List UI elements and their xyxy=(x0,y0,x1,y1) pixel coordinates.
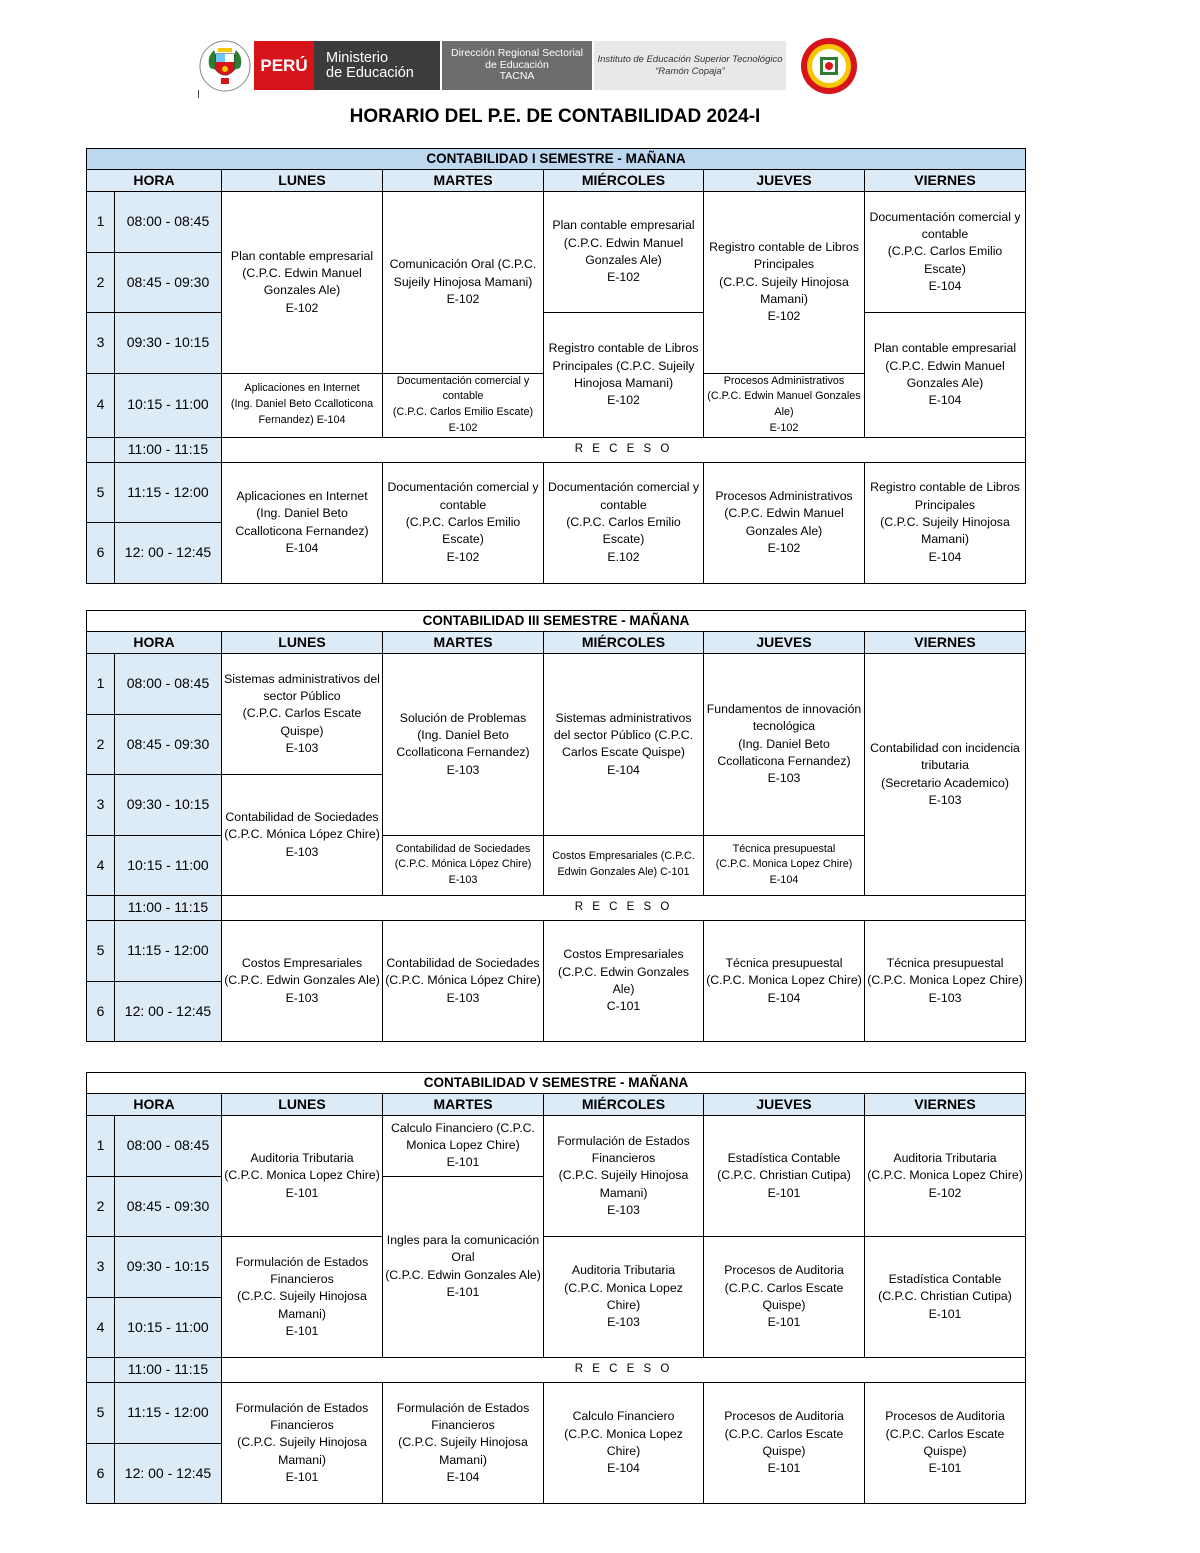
slot-number: 3 xyxy=(87,775,115,836)
col-jueves: JUEVES xyxy=(704,632,865,654)
class-cell: Procesos Administrativos (C.P.C. Edwin Manuel Gonzales Ale) E-102 xyxy=(704,462,865,583)
col-jueves: JUEVES xyxy=(704,170,865,192)
col-jueves: JUEVES xyxy=(704,1094,865,1116)
slot-number: 6 xyxy=(87,1443,115,1504)
dre-line1: Dirección Regional Sectorial xyxy=(451,47,583,60)
slot-time: 11:00 - 11:15 xyxy=(115,437,222,462)
slot-time: 09:30 - 10:15 xyxy=(115,1237,222,1298)
iest-line2: “Ramón Copaja” xyxy=(655,65,725,77)
class-cell: Técnica presupuestal (C.P.C. Monica Lopez Chire) E-103 xyxy=(865,921,1026,1042)
class-cell: Comunicación Oral (C.P.C. Sujeily Hinojosa Mamani) E-102 xyxy=(383,192,544,374)
slot-time: 08:00 - 08:45 xyxy=(115,192,222,253)
slot-number: 2 xyxy=(87,1176,115,1237)
class-cell: Aplicaciones en Internet (Ing. Daniel Beto Ccalloticona Fernandez) E-104 xyxy=(222,373,383,437)
class-cell: Documentación comercial y contable (C.P.C. Carlos Emilio Escate) E-102 xyxy=(383,462,544,583)
ministerio-brand-box xyxy=(314,41,440,90)
class-cell: Estadística Contable (C.P.C. Christian Cutipa) E-101 xyxy=(704,1116,865,1237)
class-cell: Procesos de Auditoria (C.P.C. Carlos Escate Quispe) E-101 xyxy=(704,1383,865,1504)
class-cell: Técnica presupuestal (C.P.C. Monica Lopez Chire) E-104 xyxy=(704,921,865,1042)
slot-time: 10:15 - 11:00 xyxy=(115,373,222,437)
schedule-table-semestre-3 xyxy=(86,610,1026,1042)
slot-time: 09:30 - 10:15 xyxy=(115,775,222,836)
header-row xyxy=(87,1094,1026,1116)
slot-number-empty xyxy=(87,896,115,921)
class-cell: Técnica presupuestal (C.P.C. Monica Lopez Chire) E-104 xyxy=(704,835,865,896)
recess-label: R E C E S O xyxy=(222,896,1026,921)
institute-seal-icon xyxy=(794,36,864,96)
slot-time: 11:15 - 12:00 xyxy=(115,462,222,523)
col-viernes: VIERNES xyxy=(865,170,1026,192)
recess-label: R E C E S O xyxy=(222,1358,1026,1383)
class-cell: Formulación de Estados Financieros (C.P.C. Sujeily Hinojosa Mamani) E-103 xyxy=(544,1116,704,1237)
table-row xyxy=(87,654,1026,715)
table-row xyxy=(87,192,1026,253)
col-viernes: VIERNES xyxy=(865,1094,1026,1116)
slot-time: 12: 00 - 12:45 xyxy=(115,1443,222,1504)
class-cell: Procesos de Auditoria (C.P.C. Carlos Escate Quispe) E-101 xyxy=(865,1383,1026,1504)
slot-number: 4 xyxy=(87,835,115,896)
slot-time: 09:30 - 10:15 xyxy=(115,313,222,374)
recess-row xyxy=(87,437,1026,462)
slot-number: 3 xyxy=(87,1237,115,1298)
slot-number: 6 xyxy=(87,981,115,1042)
class-cell: Contabilidad de Sociedades (C.P.C. Mónica López Chire) E-103 xyxy=(383,835,544,896)
iest-line1: Instituto de Educación Superior Tecnológico xyxy=(597,53,783,65)
class-cell: Auditoria Tributaria (C.P.C. Monica Lopez Chire) E-101 xyxy=(222,1116,383,1237)
slot-number: 5 xyxy=(87,1383,115,1444)
col-hora: HORA xyxy=(87,632,222,654)
class-cell: Procesos Administrativos (C.P.C. Edwin Manuel Gonzales Ale) E-102 xyxy=(704,373,865,437)
class-cell: Calculo Financiero (C.P.C. Monica Lopez Chire) E-104 xyxy=(544,1383,704,1504)
slot-number: 6 xyxy=(87,523,115,584)
col-martes: MARTES xyxy=(383,170,544,192)
table-title: CONTABILIDAD V SEMESTRE - MAÑANA xyxy=(87,1073,1026,1094)
class-cell: Formulación de Estados Financieros (C.P.C. Sujeily Hinojosa Mamani) E-104 xyxy=(383,1383,544,1504)
slot-number: 1 xyxy=(87,654,115,715)
slot-number: 5 xyxy=(87,921,115,982)
header-row xyxy=(87,632,1026,654)
schedule-table-semestre-1 xyxy=(86,148,1026,584)
dre-line2: de Educación xyxy=(485,58,549,71)
header-divider xyxy=(198,90,199,98)
slot-time: 08:45 - 09:30 xyxy=(115,714,222,775)
class-cell: Sistemas administrativos del sector Público (C.P.C. Carlos Escate Quispe) E-104 xyxy=(544,654,704,836)
table-row xyxy=(87,1116,1026,1177)
col-viernes: VIERNES xyxy=(865,632,1026,654)
schedule-table-semestre-5 xyxy=(86,1072,1026,1504)
class-cell: Registro contable de Libros Principales (C.P.C. Sujeily Hinojosa Mamani) E-102 xyxy=(544,313,704,438)
col-miercoles: MIÉRCOLES xyxy=(544,632,704,654)
slot-time: 08:45 - 09:30 xyxy=(115,1176,222,1237)
class-cell: Procesos de Auditoria (C.P.C. Carlos Escate Quispe) E-101 xyxy=(704,1237,865,1358)
class-cell: Plan contable empresarial (C.P.C. Edwin Manuel Gonzales Ale) E-102 xyxy=(222,192,383,374)
slot-number: 2 xyxy=(87,714,115,775)
header-row xyxy=(87,170,1026,192)
table-row xyxy=(87,1237,1026,1298)
ministerio-line2: de Educación xyxy=(326,64,414,81)
class-cell: Calculo Financiero (C.P.C. Monica Lopez Chire) E-101 xyxy=(383,1116,544,1177)
col-lunes: LUNES xyxy=(222,1094,383,1116)
slot-time: 10:15 - 11:00 xyxy=(115,835,222,896)
class-cell: Ingles para la comunicación Oral (C.P.C. Edwin Gonzales Ale) E-101 xyxy=(383,1176,544,1358)
slot-number: 2 xyxy=(87,252,115,313)
col-martes: MARTES xyxy=(383,632,544,654)
slot-number-empty xyxy=(87,1358,115,1383)
class-cell: Formulación de Estados Financieros (C.P.C. Sujeily Hinojosa Mamani) E-101 xyxy=(222,1383,383,1504)
col-miercoles: MIÉRCOLES xyxy=(544,1094,704,1116)
class-cell: Aplicaciones en Internet (Ing. Daniel Beto Ccalloticona Fernandez) E-104 xyxy=(222,462,383,583)
class-cell: Auditoria Tributaria (C.P.C. Monica Lopez Chire) E-102 xyxy=(865,1116,1026,1237)
slot-number: 1 xyxy=(87,1116,115,1177)
col-hora: HORA xyxy=(87,170,222,192)
ministerio-line1: Ministerio xyxy=(326,49,389,66)
slot-time: 11:15 - 12:00 xyxy=(115,921,222,982)
slot-time: 08:00 - 08:45 xyxy=(115,1116,222,1177)
document-title: HORARIO DEL P.E. DE CONTABILIDAD 2024-I xyxy=(349,106,761,127)
slot-time: 12: 00 - 12:45 xyxy=(115,523,222,584)
slot-number: 1 xyxy=(87,192,115,253)
table-row xyxy=(87,1383,1026,1444)
class-cell: Solución de Problemas (Ing. Daniel Beto Ccollaticona Fernandez) E-103 xyxy=(383,654,544,836)
table-title: CONTABILIDAD III SEMESTRE - MAÑANA xyxy=(87,611,1026,632)
class-cell: Formulación de Estados Financieros (C.P.C. Sujeily Hinojosa Mamani) E-101 xyxy=(222,1237,383,1358)
class-cell: Costos Empresariales (C.P.C. Edwin Gonzales Ale) C-101 xyxy=(544,921,704,1042)
class-cell: Contabilidad con incidencia tributaria (Secretario Academico) E-103 xyxy=(865,654,1026,896)
class-cell: Sistemas administrativos del sector Público (C.P.C. Carlos Escate Quispe) E-103 xyxy=(222,654,383,775)
slot-time: 11:15 - 12:00 xyxy=(115,1383,222,1444)
col-lunes: LUNES xyxy=(222,170,383,192)
slot-time: 08:00 - 08:45 xyxy=(115,654,222,715)
slot-time: 10:15 - 11:00 xyxy=(115,1297,222,1358)
slot-number: 5 xyxy=(87,462,115,523)
peru-brand-box xyxy=(254,41,314,90)
class-cell: Contabilidad de Sociedades (C.P.C. Mónica López Chire) E-103 xyxy=(222,775,383,896)
class-cell: Registro contable de Libros Principales (C.P.C. Sujeily Hinojosa Mamani) E-104 xyxy=(865,462,1026,583)
peru-coat-of-arms-icon xyxy=(198,40,252,92)
iest-brand-box xyxy=(594,41,786,90)
class-cell: Registro contable de Libros Principales (C.P.C. Sujeily Hinojosa Mamani) E-102 xyxy=(704,192,865,374)
slot-time: 11:00 - 11:15 xyxy=(115,1358,222,1383)
slot-number: 3 xyxy=(87,313,115,374)
col-martes: MARTES xyxy=(383,1094,544,1116)
col-lunes: LUNES xyxy=(222,632,383,654)
col-miercoles: MIÉRCOLES xyxy=(544,170,704,192)
col-hora: HORA xyxy=(87,1094,222,1116)
class-cell: Contabilidad de Sociedades (C.P.C. Mónica López Chire) E-103 xyxy=(383,921,544,1042)
class-cell: Costos Empresariales (C.P.C. Edwin Gonzales Ale) C-101 xyxy=(544,835,704,896)
class-cell: Documentación comercial y contable (C.P.C. Carlos Emilio Escate) E.102 xyxy=(544,462,704,583)
class-cell: Plan contable empresarial (C.P.C. Edwin Manuel Gonzales Ale) E-102 xyxy=(544,192,704,313)
dre-line3: TACNA xyxy=(499,70,535,83)
recess-label: R E C E S O xyxy=(222,437,1026,462)
slot-time: 08:45 - 09:30 xyxy=(115,252,222,313)
recess-row xyxy=(87,1358,1026,1383)
class-cell: Plan contable empresarial (C.P.C. Edwin Manuel Gonzales Ale) E-104 xyxy=(865,313,1026,438)
header-logos xyxy=(198,40,878,92)
slot-time: 11:00 - 11:15 xyxy=(115,896,222,921)
class-cell: Costos Empresariales (C.P.C. Edwin Gonzales Ale) E-103 xyxy=(222,921,383,1042)
class-cell: Estadística Contable (C.P.C. Christian Cutipa) E-101 xyxy=(865,1237,1026,1358)
dre-brand-box xyxy=(442,41,592,90)
class-cell: Fundamentos de innovación tecnológica (Ing. Daniel Beto Ccollaticona Fernandez) E-103 xyxy=(704,654,865,836)
peru-label: PERÚ xyxy=(260,55,308,75)
class-cell: Auditoria Tributaria (C.P.C. Monica Lopez Chire) E-103 xyxy=(544,1237,704,1358)
class-cell: Documentación comercial y contable (C.P.C. Carlos Emilio Escate) E-104 xyxy=(865,192,1026,313)
table-row xyxy=(87,921,1026,982)
class-cell: Documentación comercial y contable (C.P.C. Carlos Emilio Escate) E-102 xyxy=(383,373,544,437)
slot-number-empty xyxy=(87,437,115,462)
table-row xyxy=(87,462,1026,523)
table-title: CONTABILIDAD I SEMESTRE - MAÑANA xyxy=(87,149,1026,170)
recess-row xyxy=(87,896,1026,921)
slot-number: 4 xyxy=(87,373,115,437)
slot-number: 4 xyxy=(87,1297,115,1358)
slot-time: 12: 00 - 12:45 xyxy=(115,981,222,1042)
